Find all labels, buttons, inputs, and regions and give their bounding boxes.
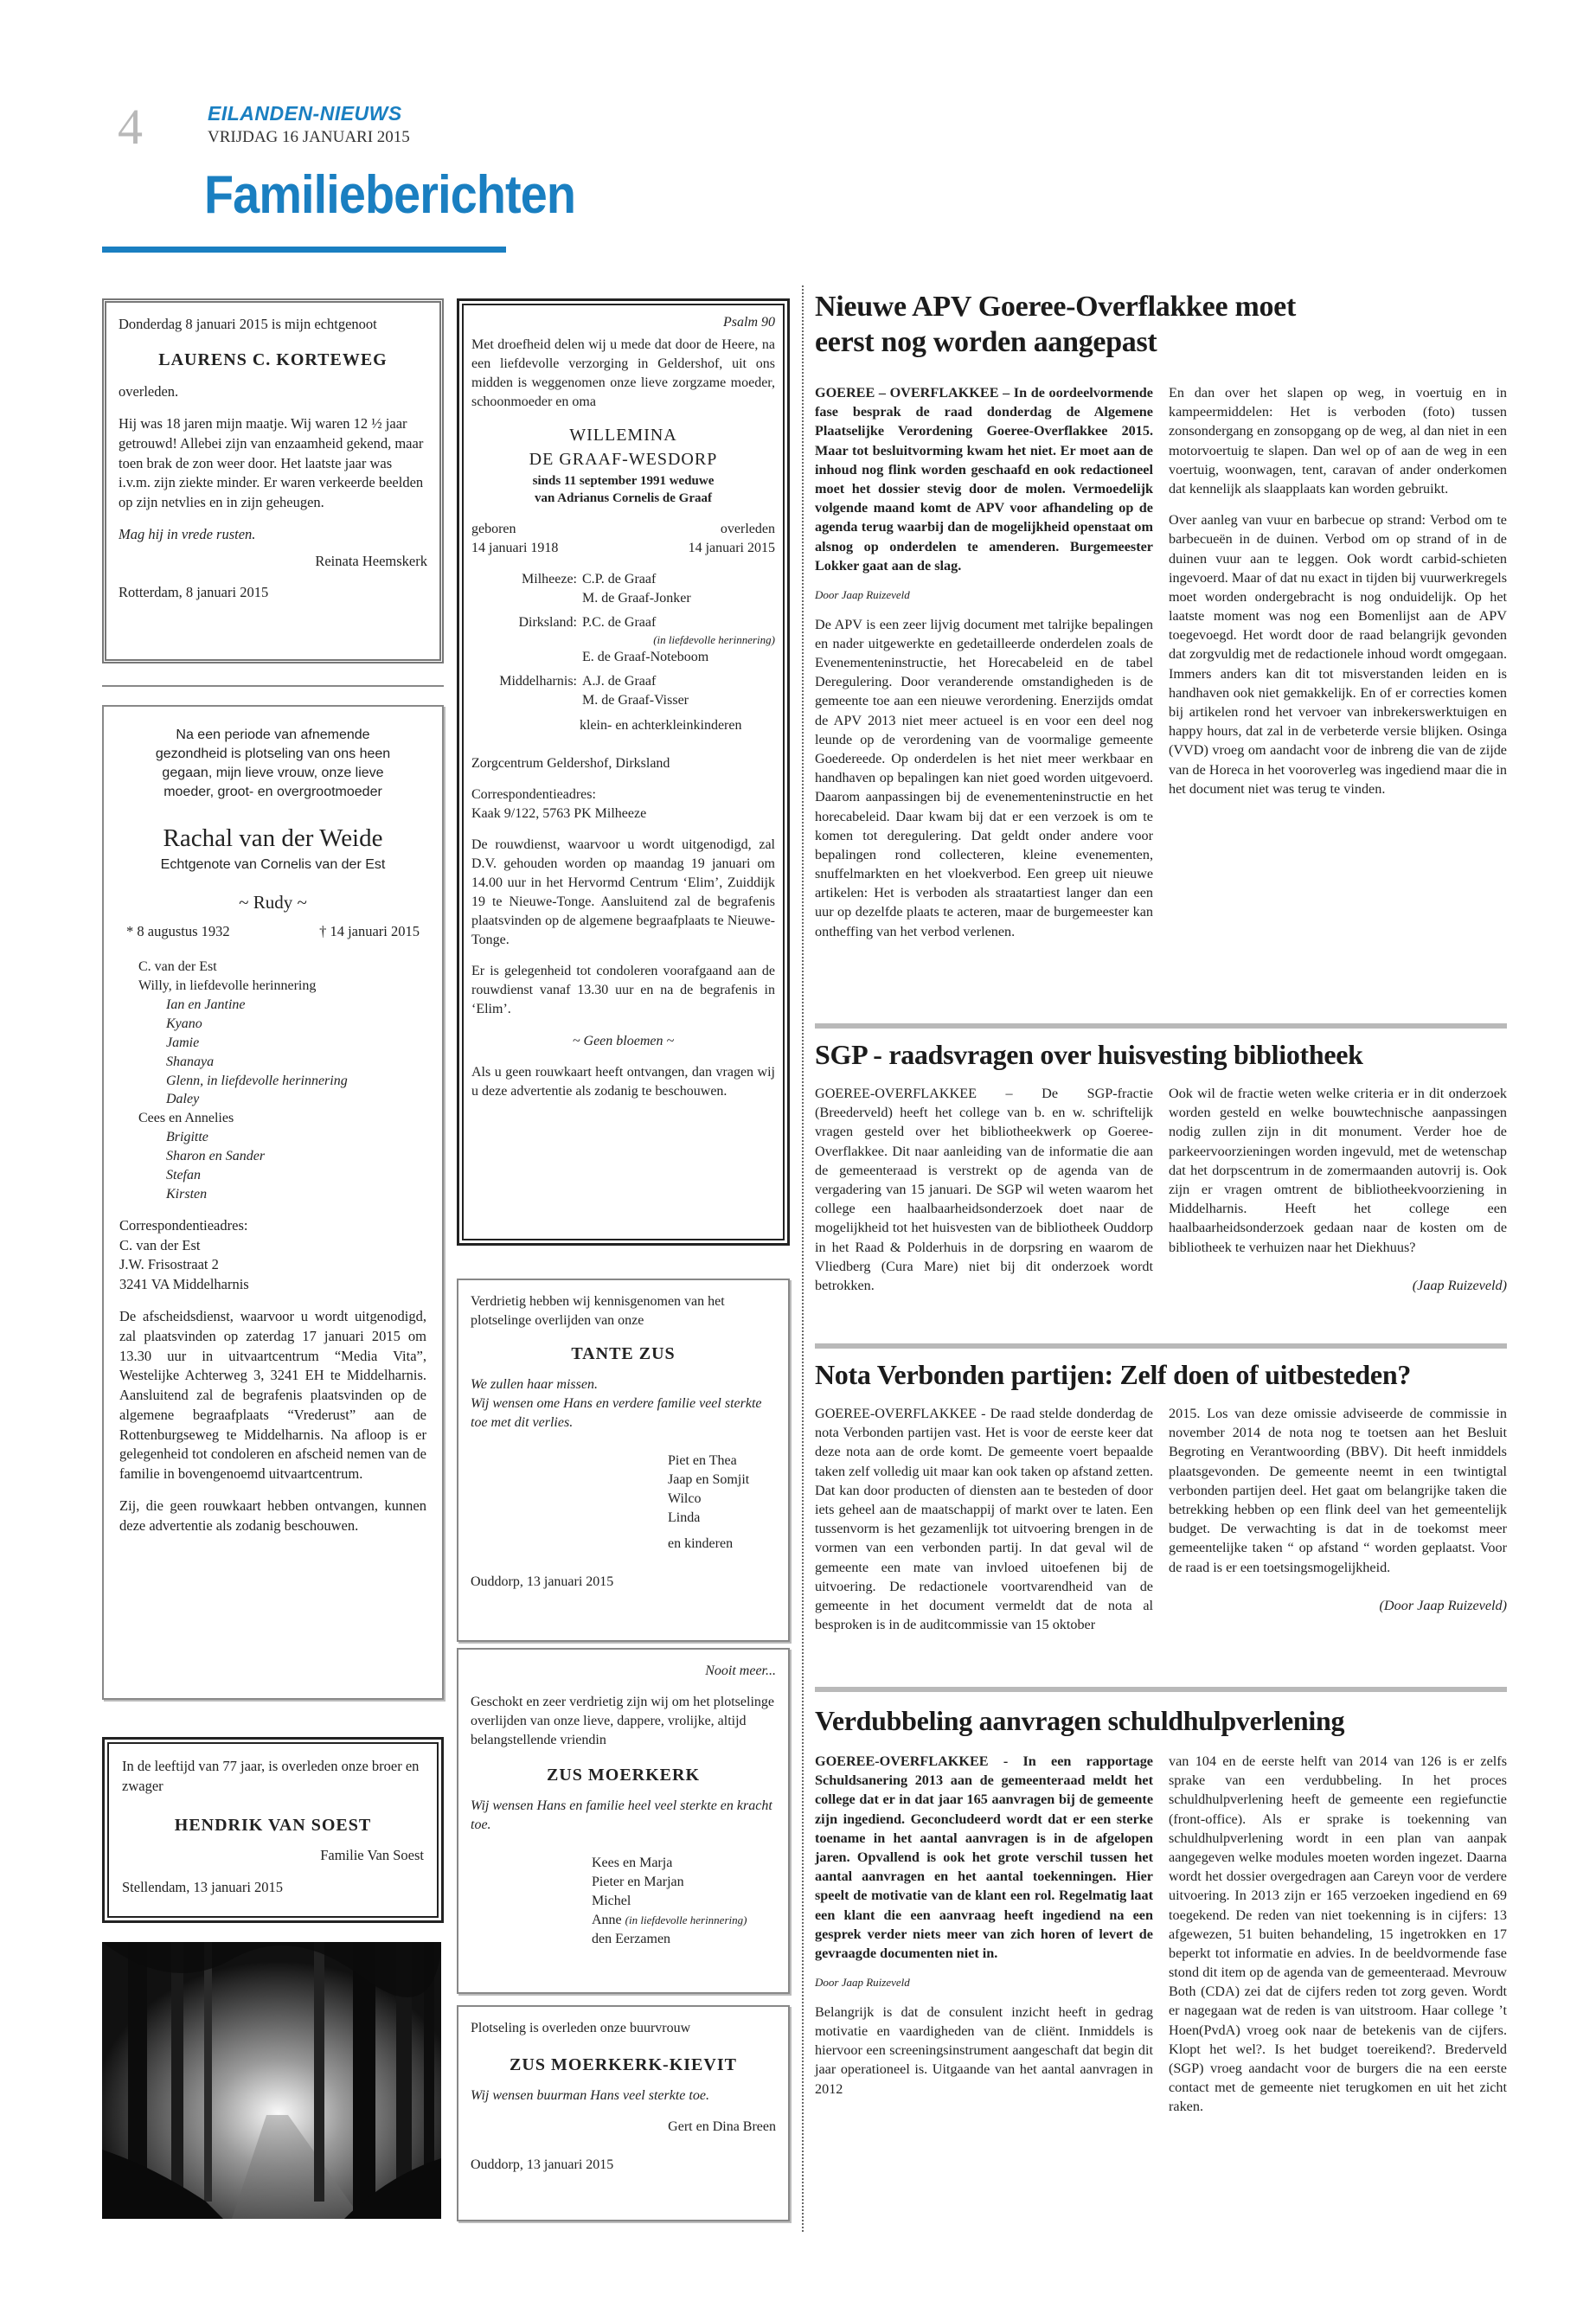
deceased-name: DE GRAAF-WESDORP (529, 449, 718, 469)
notice-vansoest (102, 1737, 444, 1923)
family-member: M. de Graaf-Visser (582, 693, 689, 708)
family-names (582, 570, 775, 608)
article-body: En dan over het slapen op weg, in voertuig en in kampeermiddelen: Het is verboden (foto) tussen zonsondergang en zonsopgang op de weg, al dan niet in een motorvoertuig te slapen. Dan wel op of aan de weg in een voertuig, woonwagen, tent, caravan of ander onderkomen dat kennelijk als slaapplaats kan worden gebruikt. (1169, 385, 1507, 497)
article-byline: Door Jaap Ruizeveld (815, 587, 910, 601)
forest-image (102, 1942, 441, 2219)
notice-tag: Nooit meer... (705, 1663, 776, 1678)
signer-name: Michel (592, 1894, 631, 1909)
article-body: Over aanleg van vuur en barbecue op strand: Verbod om te barbecueën in de duinen. Verbod om op strand of in de duinen vuur aan te leggen. Ook wordt carbid-schieten ingevoerd. Maar of dat nu exact in tijden bij vuurwerkregels moet worden ondergebracht is nog onduidelijk. Op het laatste moment was nog een Bomenlijst aan de APV toegevoegd. Het wordt door de raad belangrijk gevonden dat zorgvuldig met de redactionele inhoud wordt omgegaan. Immers anders kan dit tot misverstanden leiden en is handhaven ook niet gemakkelijk. En of er correcties komen bij artikelen rond het vervoer van inbrekerswerktuigen en happy hours, dat zal in de verbeterde versie blijken. Osinga (VVD) vroeg om aandacht voor de inbreng die van de zijde van de Horeca in het vooroverleg was ingediend maar die in het document niet was terug te vinden. (1169, 512, 1507, 797)
notice-signer: Reinata Heemskerk (315, 552, 427, 569)
article-title-schuld: Verdubbeling aanvragen schuldhulpverlening (815, 1705, 1345, 1736)
section-title: Familieberichten (204, 165, 576, 225)
deceased-name: ZUS MOERKERK (546, 1766, 701, 1785)
family-place: Dirksland: (518, 615, 577, 631)
notice-intro: Met droefheid delen wij u mede dat door de Heere, na een liefdevolle verzorging in Geldershof, uit ons midden is weggenomen onze lieve zorgzame moeder, schoonmoeder en oma (471, 337, 775, 410)
article-separator (815, 1687, 1507, 1692)
address-label: Correspondentieadres: (471, 786, 596, 802)
notice-kievit (457, 2005, 790, 2221)
signer-name: Wilco (668, 1491, 702, 1507)
notice-blessing: Mag hij in vrede rusten. (119, 525, 256, 542)
deceased-name: HENDRIK VAN SOEST (174, 1815, 372, 1835)
article-body: Belangrijk is dat de consulent inzicht heeft in gedrag motivatie en vaardigheden van de cliënt. Inmiddels is hiervoor een screeningsinstrument aangeschaft dat begin dit jaar operationeel is. Uitgaande van het aantal aanvragen in 2012 (815, 2003, 1153, 2097)
article-sgp (815, 1084, 1507, 1335)
death-date: † 14 januari 2015 (319, 923, 420, 940)
address-line: J.W. Frisostraat 2 (119, 1256, 219, 1273)
family-member: E. de Graaf-Noteboom (582, 650, 709, 665)
notice-text: overleden. (119, 383, 179, 401)
notice-wish: Wij wensen buurman Hans veel sterkte toe. (471, 2087, 709, 2103)
notice-place-date: Stellendam, 13 januari 2015 (122, 1878, 284, 1895)
notice-text: We zullen haar missen. (471, 1376, 598, 1392)
birth-date: * 8 augustus 1932 (126, 923, 230, 940)
notice-nickname: ~ Rudy ~ (239, 892, 307, 913)
notice-place-date: Ouddorp, 13 januari 2015 (471, 2157, 614, 2172)
deceased-name: Rachal van der Weide (163, 824, 383, 853)
page-number: 4 (118, 99, 143, 155)
notice-intro: Plotseling is overleden onze buurvrouw (471, 2021, 691, 2035)
service-info: De rouwdienst, waarvoor u wordt uitgenodigd, zal D.V. gehouden worden op maandag 19 januari om 14.00 uur in het Hervormd Centrum ‘Elim’, Zuiddijk 19 te Nieuwe-Tonge. Aansluitend zal de begrafenis plaatsvinden op de algemene begraafplaats te Nieuwe-Tonge. (471, 836, 775, 948)
address-line: 3241 VA Middelharnis (119, 1276, 249, 1293)
article-apv (815, 383, 1507, 1015)
notice-closing: Als u geen rouwkaart heeft ontvangen, dan vragen wij u deze advertentie als zodanig te beschouwen. (471, 1064, 775, 1099)
family-group (471, 570, 775, 608)
article-nota (815, 1404, 1507, 1681)
family-member: Daley (166, 1092, 200, 1107)
notice-degraaf (457, 298, 790, 1246)
signer-name: Pieter en Marjan (592, 1875, 684, 1890)
address-line: C. van der Est (119, 1236, 201, 1253)
notice-vanderweide (102, 705, 444, 1700)
condolence-info: Er is gelegenheid tot condoleren voorafgaand aan de rouwdienst vanaf 13.30 uur en na de begrafenis in ‘Elim’. (471, 964, 775, 1017)
signer-name: den Eerzamen (592, 1932, 671, 1947)
notice-spouse: Echtgenote van Cornelis van der Est (160, 857, 386, 873)
article-title-apv: Nieuwe APV Goeree-Overflakkee moet eerst nog worden aangepast (815, 291, 1296, 358)
article-body: GOEREE-OVERFLAKKEE – De SGP-fractie (Breederveld) heeft het college van b. en w. schriftelijk vragen gesteld over het bibliotheekwerk op Goeree-Overflakkee. Dit naar aanleiding van de informatie die aan de gemeenteraad is verstrekt op de agenda van de vergadering van 15 januari. De SGP wil weten waarom het college een haalbaarheidsonderzoek doet naar de mogelijkheid tot het huisvesten van de bibliotheek Ouddorp in het Raad & Polderhuis in de dorpsring en waarom de Vliedberg (Cura Mare) niet bij dit onderzoek wordt betrokken. (815, 1086, 1153, 1293)
family-group (471, 672, 775, 710)
notice-zusmoerkerk (457, 1648, 790, 1994)
family-member: Kyano (166, 1016, 202, 1031)
signer-name: Jaap en Somjit (668, 1472, 750, 1488)
notice-place-date: Rotterdam, 8 januari 2015 (119, 584, 269, 601)
family-member: Glenn, in liefdevolle herinnering (166, 1073, 348, 1088)
deceased-first-name: WILLEMINA (569, 426, 677, 445)
family-member: Kirsten (166, 1187, 208, 1202)
family-place: Milheeze: (522, 572, 577, 587)
family-member: Brigitte (166, 1130, 208, 1145)
family-member: Stefan (166, 1168, 201, 1183)
family-place: Middelharnis: (499, 674, 577, 689)
article-body: 2015. Los van deze omissie adviseerde de commissie in november 2014 de nota nog te toetsen aan het Besluit Begroting en Verantwoording (BBV). Dit heeft inmiddels plaatsgevonden. De gemeente neemt in een twintigtal verbonden partijen deel. Het gaat om belangrijke taken die betrekking hebben op een flink deel van het gemeentelijk budget. De verwachting is dat in de toekomst meer gemeentelijke taken “ op afstand “ worden geplaatst. Voor de raad is er een toetsingsmogelijkheid. (1169, 1406, 1507, 1575)
notice-intro: Na een periode van afnemende gezondheid is plotseling van ons heen gegaan, mijn lieve vrouw, onze lieve moeder, groot- en overgrootmoeder (155, 727, 391, 800)
signer-note: (in liefdevolle herinnering) (625, 1913, 747, 1927)
article-body: GOEREE-OVERFLAKKEE - De raad stelde donderdag de nota Verbonden partijen vast. Het is voor de eerste keer dat deze nota aan de orde komt. De gemeente voert bepaalde taken zelf volledig uit maar kan ook taken op afstand zetten. Dat kan door producten of diensten aan te besteden of door iets geheel aan de maatschappij of markt over te laten. Een tussenvorm is het gezamenlijk tot uitvoering brengen in de vormen van een verbonden partij. In dat geval wil de gemeente een mate van invloed uitoefenen bij de uitvoering. De redactionele voortvarendheid van de gemeente in het document vermeldt dat de nota al besproken is in de auditcommissie van 15 oktober (815, 1406, 1153, 1633)
notice-text: Wij wensen ome Hans en verdere familie veel sterkte toe met dit verlies. (471, 1395, 762, 1430)
residence: Zorgcentrum Geldershof, Dirksland (471, 755, 670, 771)
deceased-name: ZUS MOERKERK-KIEVIT (510, 2055, 737, 2075)
death-label: overleden (720, 521, 775, 536)
newspaper-logo: EILANDEN-NIEUWS (208, 102, 402, 125)
psalm-reference: Psalm 90 (723, 315, 775, 330)
signer-name: Anne (592, 1913, 622, 1928)
article-title-sgp: SGP - raadsvragen over huisvesting bibliotheek (815, 1039, 1363, 1070)
article-lead: GOEREE – OVERFLAKKEE – In de oordeelvormende fase besprak de raad donderdag de Algemene Plaatselijke Verordening Goeree-Overflakkee 2015. Maar tot besluitvorming kwam het niet. Er moet aan de inhoud nog flink worden geschaafd en ook redactioneel moet het dossier stevig door de molen. Vermoedelijk volgende maand komt de APV voor afhandeling op de agenda terug waarbij dan de mogelijkheid openstaat om alsnog op onderdelen te amenderen. Burgemeester Lokker gaat aan de slag. (815, 385, 1153, 574)
birth-date: 14 januari 1918 (471, 541, 559, 556)
family-names (582, 672, 775, 710)
signer-list (471, 1854, 776, 1911)
birth-label: geboren (471, 521, 516, 536)
family-member: A.J. de Graaf (582, 674, 657, 689)
no-flowers-note: ~ Geen bloemen ~ (572, 1033, 675, 1048)
family-list (471, 570, 775, 710)
family-member: C.P. de Graaf (582, 572, 657, 587)
signer-anne (471, 1911, 776, 1930)
notice-wish: Wij wensen Hans en familie heel veel sterkte en kracht toe. (471, 1798, 772, 1832)
family-member: Sharon en Sander (166, 1149, 266, 1164)
deceased-name: LAURENS C. KORTEWEG (158, 349, 388, 369)
column-divider (802, 285, 804, 2232)
notice-closing: Zij, die geen rouwkaart hebben ontvangen, kunnen deze advertentie als zodanig beschouwen. (119, 1497, 426, 1534)
family-note: (in liefdevolle herinnering) (653, 633, 775, 647)
signer-name: Kees en Marja (592, 1856, 673, 1871)
address-line: Kaak 9/122, 5763 PK Milheeze (471, 805, 647, 821)
notice-body: Hij was 18 jaren mijn maatje. Wij waren 12 ½ jaar getrouwd! Allebei zijn van enzaamheid gekend, maar toen brak de zon weer door. Het laatste jaar was i.v.m. zijn ziekte minder. Er waren verkeerde beelden op zijn netvlies en in zijn geheugen. (119, 415, 424, 511)
signer-list (471, 1452, 776, 1528)
family-group (471, 613, 775, 667)
notice-intro: Geschokt en zeer verdrietig zijn wij om het plotselinge overlijden van onze lieve, dappere, vrolijke, altijd belangstellende vriendin (471, 1695, 774, 1748)
issue-date: VRIJDAG 16 JANUARI 2015 (208, 128, 410, 146)
notice-signer: Familie Van Soest (320, 1847, 424, 1864)
family-member: Ian en Jantine (166, 997, 246, 1012)
family-member: C. van der Est (138, 959, 217, 975)
family-names (582, 613, 775, 667)
death-date: 14 januari 2015 (688, 541, 775, 556)
life-dates (119, 922, 426, 942)
article-body: van 104 en de eerste helft van 2014 van 126 is er zelfs sprake van een verdubbeling. In het proces schuldhulpverlening heeft de gemeente een regiefunctie (front-office). Als er sprake is toekenning van schuldhulpverlening wordt in een plan van aanpak aangegeven welke modules moeten worden ingezet. Daarna wordt het dossier overgedragen aan Careyn voor de verdere uitvoering. In 2013 zijn er 165 verzoeken ingediend en 69 toegekend. De reden van niet toekenning is in cijfers: 13 afgewezen, 51 buiten behandeling, 15 ingetrokken en 17 beperkt tot informatie en advies. In de beeldvormende fase stond dit item op de agenda van de gemeenteraad. Mevrouw Both (CDA) zei dat de cijfers reden tot zorg geven. Wordt er nagegaan wat de reden is van uitstroom. Haar college ’t Hoen(PvdA) vroeg ook naar de betekenis van de cijfers. Klopt het wel?. Is het budget toereikend?. Brederveld (SGP) vroeg aandacht voor de burgers die na een eerste contact met de gemeente niet terugkomen en uit het zicht raken. (1169, 1753, 1507, 2115)
notice-intro: In de leeftijd van 77 jaar, is overleden onze broer en zwager (122, 1758, 420, 1794)
article-byline: Door Jaap Ruizeveld (815, 1976, 910, 1990)
family-member: P.C. de Graaf (582, 615, 657, 631)
signer-name: Piet en Thea (668, 1452, 737, 1468)
notice-subtitle: van Adrianus Cornelis de Graaf (534, 491, 713, 506)
family-member: Jamie (166, 1035, 200, 1050)
article-schuld (815, 1752, 1507, 2236)
notice-tantezus (457, 1279, 790, 1642)
family-member: M. de Graaf-Jonker (582, 591, 691, 606)
deceased-name: TANTE ZUS (571, 1344, 676, 1364)
article-byline: (Jaap Ruizeveld) (1412, 1277, 1507, 1293)
notice-intro: Donderdag 8 januari 2015 is mijn echtgenoot (119, 316, 377, 332)
family-list (119, 958, 426, 1204)
article-title-nota: Nota Verbonden partijen: Zelf doen of uitbesteden? (815, 1359, 1412, 1390)
section-rule (102, 247, 506, 253)
notice-intro: Verdrietig hebben wij kennisgenomen van het plotselinge overlijden van onze (471, 1294, 725, 1329)
article-lead: GOEREE-OVERFLAKKEE - In een rapportage Schuldsanering 2013 aan de gemeenteraad meldt het college dat er in dat jaar 165 aanvragen bij de gemeente zijn ingediend. Geconcludeerd wordt dat er een sterke toename in het aantal aanvragen is in de afgelopen jaren. Opvallend is ook het grote verschil tussen het aantal aanvragen en het aantal toekenningen. Hier speelt de motivatie van de klant een rol. Regelmatig laat een klant die een aanvraag heeft ingediend na een gesprek verder niets meer van zich horen of levert de gevraagde documenten niet in. (815, 1753, 1153, 1961)
forest-photo (102, 1942, 441, 2219)
article-body: De APV is een zeer lijvig document met talrijke bepalingen en nader uitgewerkte en gedetailleerde onderdelen zoals de Evenementeninstructie, het Horecabeleid en de tabel Deregulering. Door veranderende omstandigheden is de gemeente toe aan een nieuwe verordening. Enerzijds omdat de APV 2013 niet meer actueel is en voor een deel nog leunde op de verordening van de voormalige gemeente Goedereede. Op onderdelen is het niet meer werkbaar en handhaven op bepalingen kan niet goed worden uitgevoerd. Daarom aanpassingen bij de evenementeninstructie en het horecabeleid. Daar kwam bij dat er een verzoek is om te komen tot deregulering. Dat geldt onder andere voor bepalingen rond collecteren, kleine evenementen, snuffelmarkten en het vloekverbod. Een greep uit nieuwe artikelen: Het is verboden als straatartiest langer dan een uur op dezelfde plaats te acteren, maar de burgemeester kan ontheffing van het verbod verlenen. (815, 616, 1153, 939)
signer-children: en kinderen (668, 1536, 734, 1552)
notice-place-date: Ouddorp, 13 januari 2015 (471, 1574, 614, 1590)
article-separator (815, 1023, 1507, 1029)
grandchildren: klein- en achterkleinkinderen (580, 717, 742, 733)
family-member: Shanaya (166, 1054, 215, 1069)
notice-signer: Gert en Dina Breen (668, 2118, 776, 2134)
article-body: Ook wil de fractie weten welke criteria er in dit onderzoek worden gesteld en welke bouwtechnische aanpassingen nodig zullen zijn in dit monument. Verder hoe de parkeervoorzieningen worden ingevuld, met de wetenschap dat het dorpscentrum in de zomermaanden autovrij is. Ook zijn er vragen omtrent de bibliotheekvoorziening in Middelharnis. Heeft het college een haalbaarheidsonderzoek gedaan naar de kosten om de bibliotheek te verhuizen naar het Diekhuus? (1169, 1086, 1507, 1255)
address-label: Correspondentieadres: (119, 1216, 248, 1234)
family-member: Cees en Annelies (138, 1111, 234, 1126)
service-info: De afscheidsdienst, waarvoor u wordt uitgenodigd, zal plaatsvinden op zaterdag 17 januari 2015 om 13.30 uur in uitvaartcentrum “Media Vita”, Westelijke Achterweg 3, 3241 EH te Middelharnis. Aansluitend zal de begrafenis plaatsvinden op de algemene begraafplaats “Vrederust” aan de Rottenburgseweg te Middelharnis. Na afloop is er gelegenheid tot condoleren en afscheid nemen van de familie in bovengenoemd uitvaartcentrum. (119, 1307, 426, 1483)
notice-korteweg (102, 298, 444, 663)
article-separator (815, 1343, 1507, 1349)
divider (102, 685, 444, 687)
article-byline: (Door Jaap Ruizeveld) (1379, 1597, 1507, 1613)
notice-subtitle: sinds 11 september 1991 weduwe (532, 473, 715, 488)
life-labels (471, 520, 775, 539)
life-dates (471, 539, 775, 558)
signer-name: Linda (668, 1510, 701, 1526)
family-member: Willy, in liefdevolle herinnering (138, 978, 317, 994)
